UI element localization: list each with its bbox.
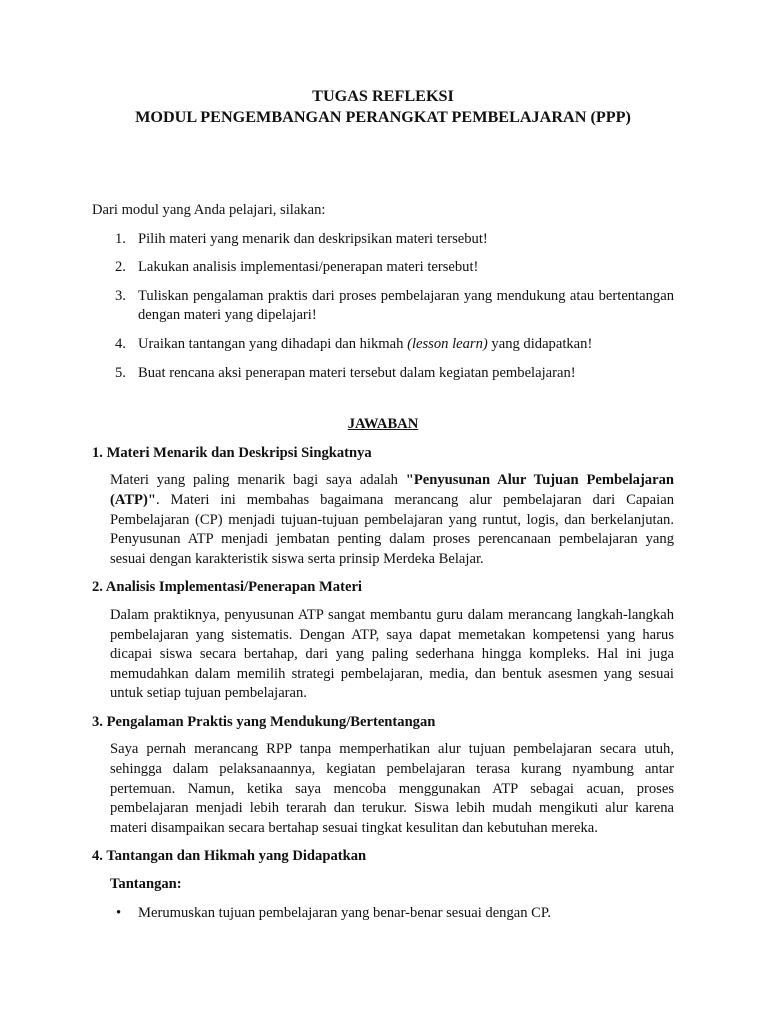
- paragraph-text: Materi yang paling menarik bagi saya adalah: [110, 472, 406, 489]
- task-number: 5.: [115, 364, 126, 381]
- task-number: 4.: [115, 335, 126, 352]
- task-text: Pilih materi yang menarik dan deskripsikan materi tersebut!: [138, 230, 488, 247]
- task-list: [92, 230, 674, 384]
- intro-text: Dari modul yang Anda pelajari, silakan:: [92, 202, 326, 218]
- task-text-italic: (lesson learn): [407, 335, 488, 352]
- challenge-item: [92, 904, 674, 924]
- answer-section-4: [92, 847, 674, 923]
- bullet-marker: •: [116, 904, 122, 921]
- task-number: 3.: [115, 287, 126, 304]
- task-item: [92, 287, 674, 326]
- section-paragraph: Saya pernah merancang RPP tanpa memperhatikan alur tujuan pembelajaran secara utuh, sehingga dalam pelaksanaannya, kegiatan pembelajaran terasa kurang nyambung antar pertemuan. Namun, ketika saya mencoba menggunakan ATP sebagai acuan, proses pembelajaran menjadi lebih terarah dan terukur. Siswa lebih mudah mengikuti alur karena materi disampaikan secara bertahap sesuai tingkat kesulitan dan kebutuhan mereka.: [110, 741, 674, 836]
- task-text: Tuliskan pengalaman praktis dari proses pembelajaran yang mendukung atau bertentangan dengan materi yang dipelajari!: [138, 287, 674, 324]
- document-page: [92, 86, 674, 923]
- challenges-subheading: Tantangan:: [110, 876, 182, 893]
- task-item: [92, 230, 674, 250]
- section-heading: 1. Materi Menarik dan Deskripsi Singkatnya: [92, 444, 372, 461]
- task-item: [92, 258, 674, 278]
- document-title-line-1: TUGAS REFLEKSI: [312, 87, 454, 105]
- paragraph-text-end: . Materi ini membahas bagaimana merancang alur pembelajaran dari Capaian Pembelajaran (CP) menjadi tujuan-tujuan pembelajaran yang runtut, logis, dan berkelanjutan. Penyusunan ATP menjadi jembatan penting dalam proses perencanaan pembelajaran yang sesuai dengan karakteristik siswa serta prinsip Merdeka Belajar.: [110, 491, 674, 567]
- task-item: [92, 335, 674, 355]
- challenge-list: [92, 904, 674, 924]
- section-heading: 4. Tantangan dan Hikmah yang Didapatkan: [92, 848, 367, 865]
- task-item: [92, 364, 674, 384]
- task-number: 2.: [115, 259, 126, 276]
- answer-section-1: [92, 444, 674, 570]
- document-title-line-2: MODUL PENGEMBANGAN PERANGKAT PEMBELAJARAN (PPP): [135, 108, 631, 126]
- task-text: Buat rencana aksi penerapan materi tersebut dalam kegiatan pembelajaran!: [138, 364, 576, 381]
- task-text: Lakukan analisis implementasi/penerapan materi tersebut!: [138, 259, 479, 276]
- challenge-text: Merumuskan tujuan pembelajaran yang benar-benar sesuai dengan CP.: [138, 904, 552, 921]
- paragraph-bold-text: "Penyusunan Alur Tujuan Pembelajaran (ATP)": [110, 472, 674, 508]
- section-paragraph: [92, 471, 674, 569]
- task-text: Uraikan tantangan yang dihadapi dan hikmah: [138, 335, 408, 352]
- answer-heading: JAWABAN: [347, 416, 419, 433]
- section-heading: 3. Pengalaman Praktis yang Mendukung/Bertentangan: [92, 713, 436, 730]
- answer-section-2: [92, 578, 674, 704]
- task-number: 1.: [115, 230, 126, 247]
- answer-section-3: [92, 713, 674, 839]
- section-paragraph: Dalam praktiknya, penyusunan ATP sangat membantu guru dalam merancang langkah-langkah pembelajaran yang sistematis. Dengan ATP, saya dapat memetakan kompetensi yang harus dicapai siswa secara bertahap, dari yang paling sederhana hingga kompleks. Hal ini juga memudahkan dalam memilih strategi pembelajaran, media, dan bentuk asesmen yang sesuai untuk setiap tujuan pembelajaran.: [110, 606, 674, 702]
- task-text-end: yang didapatkan!: [487, 335, 593, 352]
- section-heading: 2. Analisis Implementasi/Penerapan Materi: [92, 579, 362, 596]
